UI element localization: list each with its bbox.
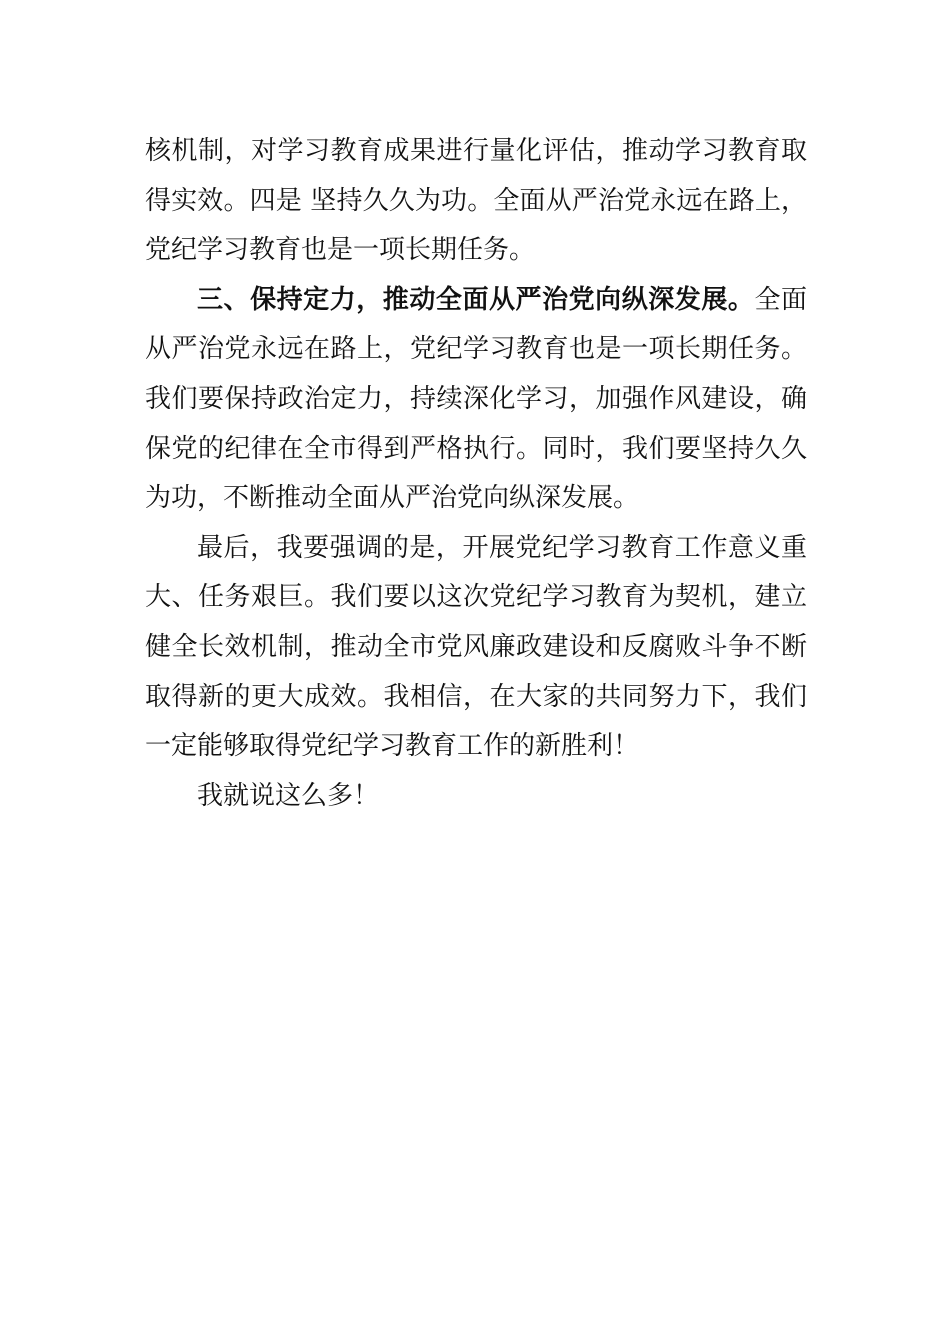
paragraph-conclusion	[145, 524, 807, 772]
paragraph-assessment-mechanism	[145, 127, 807, 276]
text-line: 从严治党永远在路上，党纪学习教育也是一项长期任务。	[145, 334, 807, 365]
text-line	[145, 276, 807, 326]
text-line: 一定能够取得党纪学习教育工作的新胜利！	[145, 731, 640, 762]
text-line: 保党的纪律在全市得到严格执行。同时，我们要坚持久久	[145, 433, 807, 464]
text-line: 为功，不断推动全面从严治党向纵深发展。	[145, 483, 640, 514]
text-line: 我就说这么多！	[197, 780, 380, 811]
text-fragment: 全面	[754, 284, 807, 315]
text-line: 我们要保持政治定力，持续深化学习，加强作风建设，确	[145, 383, 807, 414]
text-line: 核机制，对学习教育成果进行量化评估，推动学习教育取	[145, 136, 807, 166]
paragraph-closing	[145, 772, 807, 822]
section-heading: 三、保持定力，推动全面从严治党向纵深发展。	[197, 284, 755, 315]
text-line: 得实效。四是 坚持久久为功。全面从严治党永远在路上，	[145, 185, 807, 216]
text-line: 健全长效机制，推动全市党风廉政建设和反腐败斗争不断	[145, 631, 807, 662]
paragraph-section-three	[145, 276, 807, 524]
text-line: 党纪学习教育也是一项长期任务。	[145, 235, 536, 266]
text-line: 取得新的更大成效。我相信，在大家的共同努力下，我们	[145, 681, 807, 712]
text-line: 大、任务艰巨。我们要以这次党纪学习教育为契机，建立	[145, 582, 807, 613]
document-body	[145, 127, 807, 821]
text-line: 最后，我要强调的是，开展党纪学习教育工作意义重	[197, 532, 807, 563]
